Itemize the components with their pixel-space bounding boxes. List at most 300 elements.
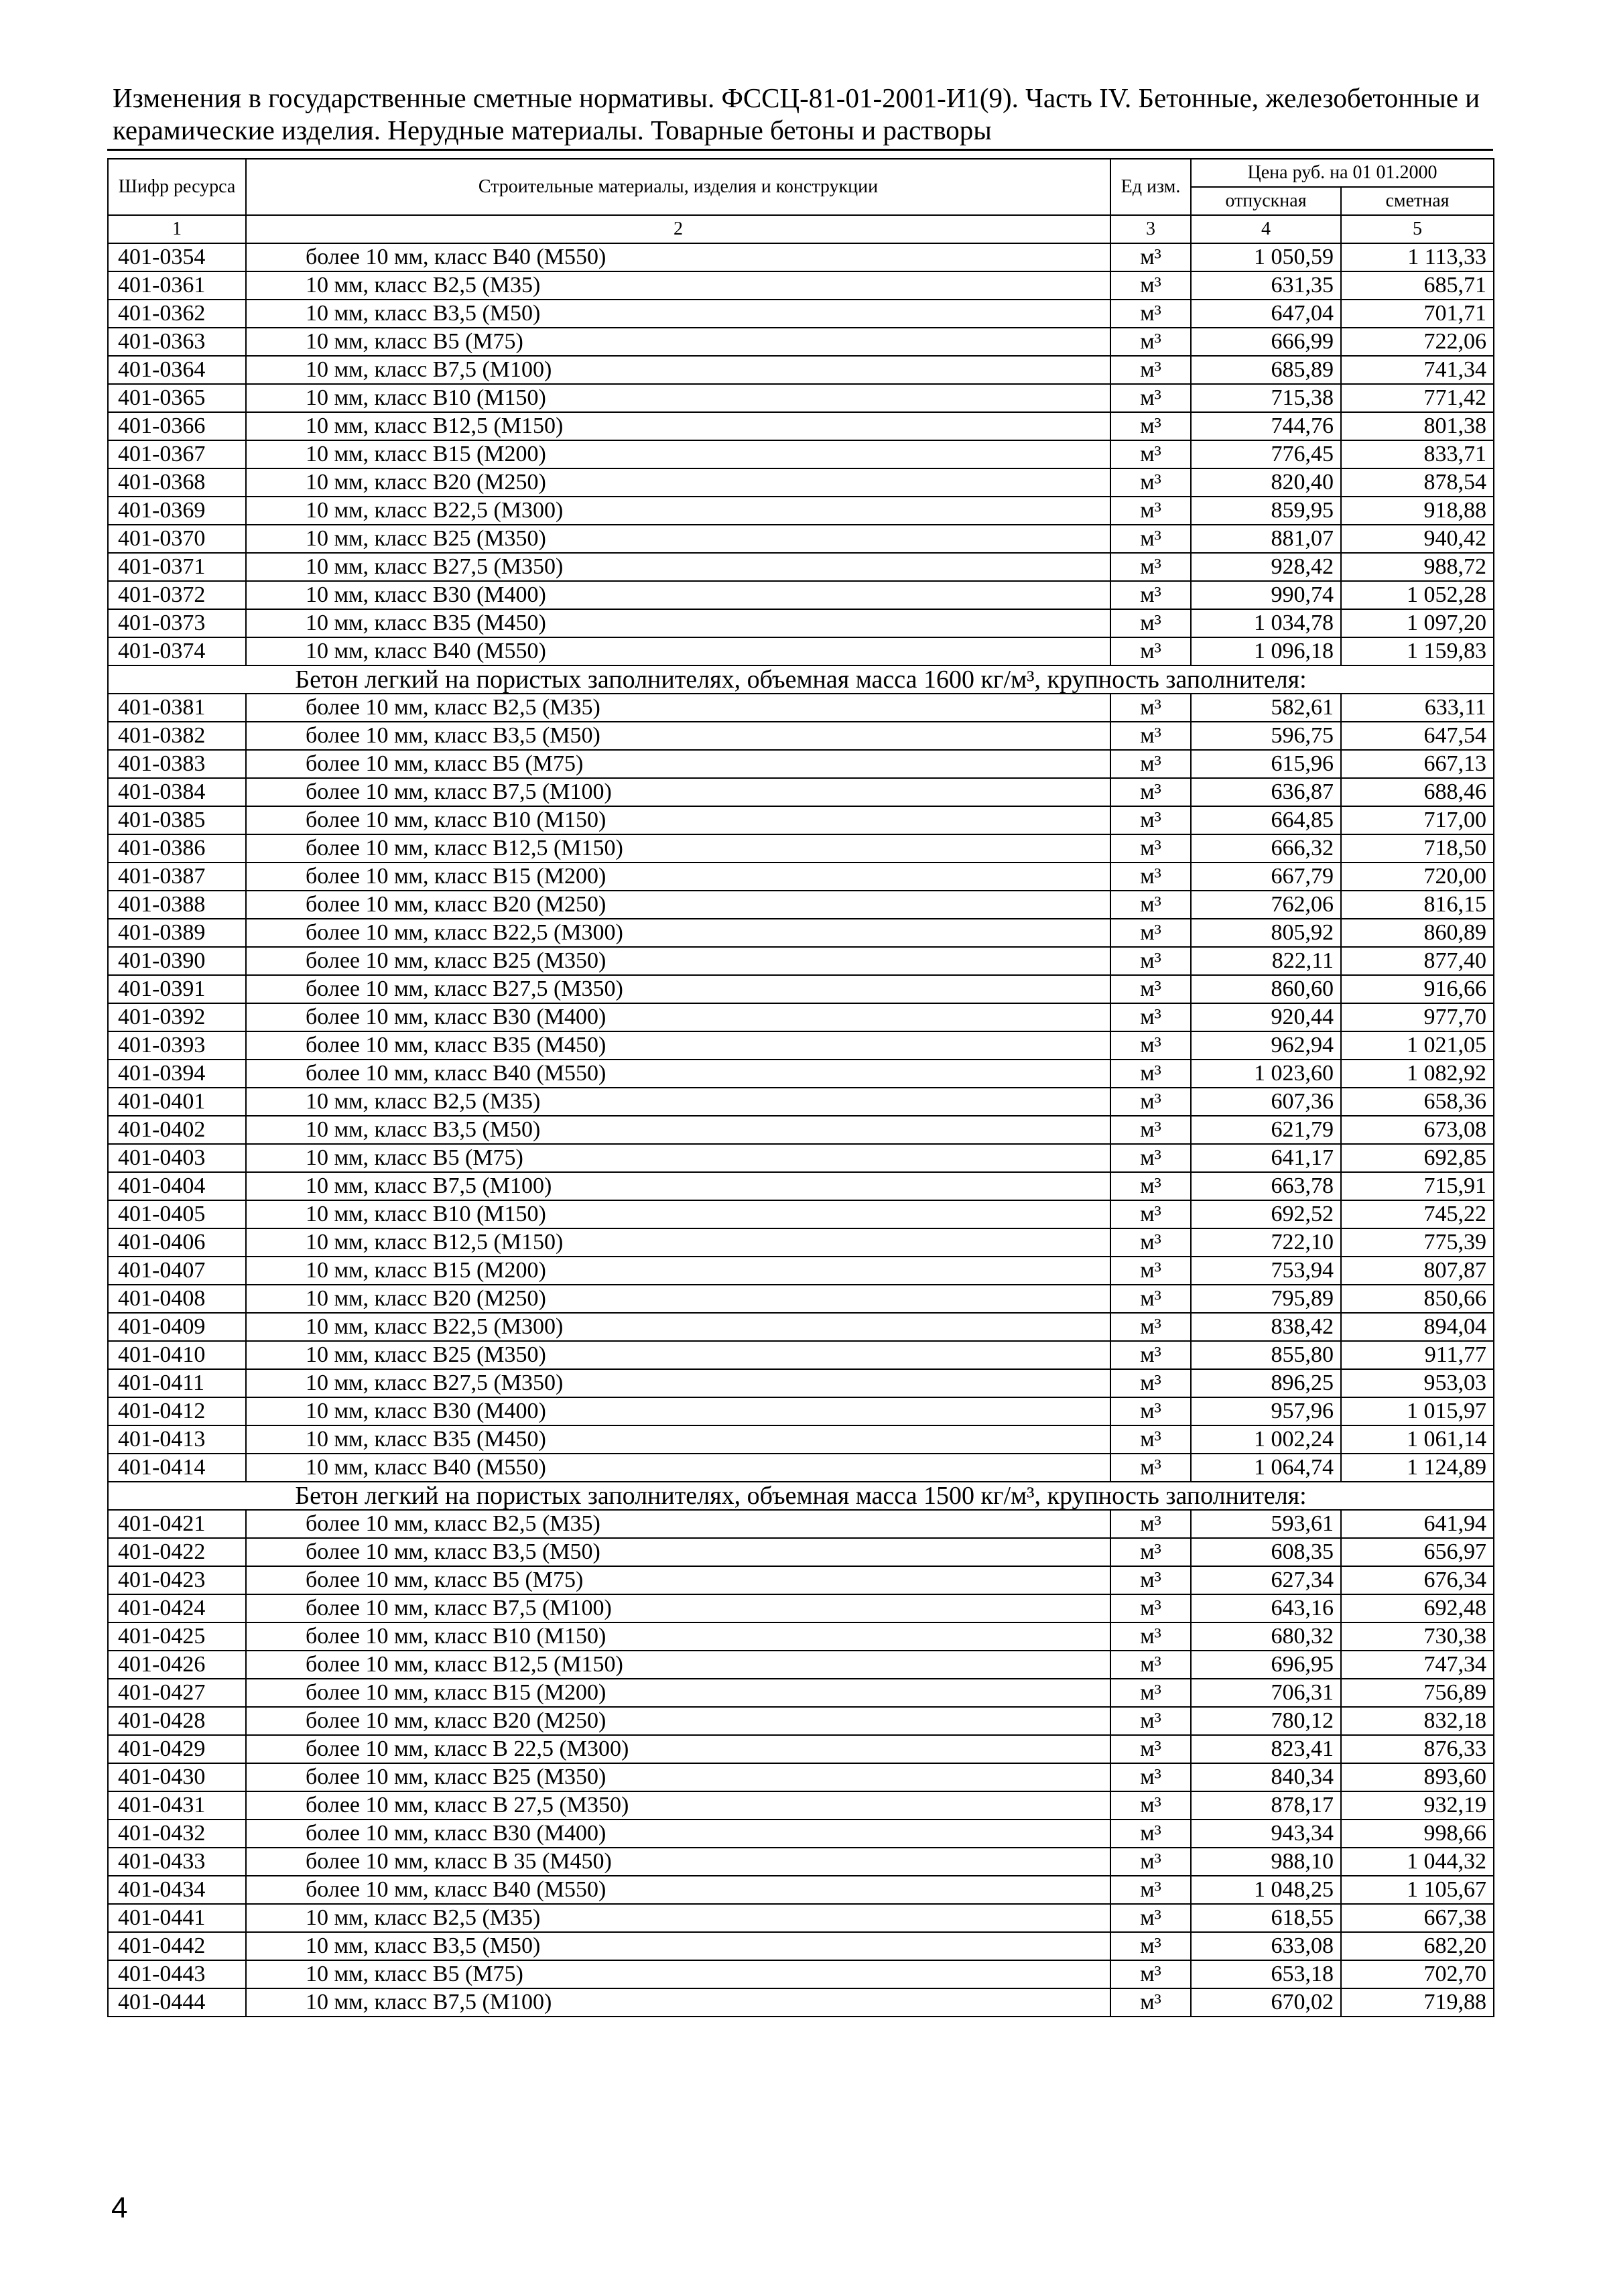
estimate-price-cell: 741,34	[1341, 356, 1494, 384]
material-name-cell: более 10 мм, класс В7,5 (М100)	[246, 1594, 1110, 1622]
release-price-cell: 653,18	[1191, 1960, 1341, 1988]
release-price-cell: 860,60	[1191, 975, 1341, 1003]
resource-code-cell: 401-0391	[108, 975, 246, 1003]
estimate-price-cell: 1 061,14	[1341, 1425, 1494, 1454]
estimate-price-cell: 730,38	[1341, 1622, 1494, 1651]
material-name-cell: более 10 мм, класс В 35 (М450)	[246, 1848, 1110, 1876]
table-row	[108, 1707, 1494, 1735]
estimate-price-cell: 1 015,97	[1341, 1397, 1494, 1425]
resource-code-cell: 401-0407	[108, 1257, 246, 1285]
page-number: 4	[111, 2191, 128, 2224]
table-row	[108, 1820, 1494, 1848]
unit-cell: м³	[1110, 1538, 1191, 1566]
unit-cell: м³	[1110, 468, 1191, 497]
estimate-price-cell: 658,36	[1341, 1088, 1494, 1116]
release-price-cell: 840,34	[1191, 1763, 1341, 1791]
release-price-cell: 1 050,59	[1191, 243, 1341, 271]
table-row	[108, 328, 1494, 356]
table-row	[108, 468, 1494, 497]
estimate-price-cell: 1 044,32	[1341, 1848, 1494, 1876]
estimate-price-cell: 1 021,05	[1341, 1031, 1494, 1060]
estimate-price-cell: 685,71	[1341, 271, 1494, 300]
table-row	[108, 1566, 1494, 1594]
estimate-price-cell: 647,54	[1341, 722, 1494, 750]
resource-code-cell: 401-0403	[108, 1144, 246, 1172]
release-price-cell: 621,79	[1191, 1116, 1341, 1144]
estimate-price-cell: 719,88	[1341, 1988, 1494, 2017]
table-row	[108, 1735, 1494, 1763]
estimate-price-cell: 656,97	[1341, 1538, 1494, 1566]
column-header-name: Строительные материалы, изделия и конструкции	[246, 159, 1110, 215]
resource-code-cell: 401-0394	[108, 1060, 246, 1088]
estimate-price-cell: 832,18	[1341, 1707, 1494, 1735]
release-price-cell: 1 064,74	[1191, 1454, 1341, 1482]
material-name-cell: более 10 мм, класс В 27,5 (М350)	[246, 1791, 1110, 1820]
material-name-cell: более 10 мм, класс В40 (М550)	[246, 1876, 1110, 1904]
release-price-cell: 1 023,60	[1191, 1060, 1341, 1088]
column-header-estimate-price: сметная	[1341, 187, 1494, 215]
resource-code-cell: 401-0424	[108, 1594, 246, 1622]
estimate-price-cell: 876,33	[1341, 1735, 1494, 1763]
resource-code-cell: 401-0406	[108, 1228, 246, 1257]
unit-cell: м³	[1110, 1397, 1191, 1425]
resource-code-cell: 401-0429	[108, 1735, 246, 1763]
estimate-price-cell: 673,08	[1341, 1116, 1494, 1144]
material-name-cell: 10 мм, класс В2,5 (М35)	[246, 1904, 1110, 1932]
release-price-cell: 990,74	[1191, 581, 1341, 609]
material-name-cell: более 10 мм, класс В30 (М400)	[246, 1003, 1110, 1031]
table-row	[108, 1060, 1494, 1088]
release-price-cell: 762,06	[1191, 891, 1341, 919]
resource-code-cell: 401-0369	[108, 497, 246, 525]
material-name-cell: 10 мм, класс В35 (М450)	[246, 1425, 1110, 1454]
unit-cell: м³	[1110, 1341, 1191, 1369]
resource-code-cell: 401-0433	[108, 1848, 246, 1876]
unit-cell: м³	[1110, 1228, 1191, 1257]
release-price-cell: 1 096,18	[1191, 637, 1341, 665]
unit-cell: м³	[1110, 1904, 1191, 1932]
table-row	[108, 722, 1494, 750]
material-name-cell: 10 мм, класс В20 (М250)	[246, 468, 1110, 497]
material-name-cell: более 10 мм, класс В5 (М75)	[246, 1566, 1110, 1594]
unit-cell: м³	[1110, 1285, 1191, 1313]
release-price-cell: 855,80	[1191, 1341, 1341, 1369]
material-name-cell: более 10 мм, класс В7,5 (М100)	[246, 778, 1110, 806]
resource-code-cell: 401-0422	[108, 1538, 246, 1566]
release-price-cell: 692,52	[1191, 1200, 1341, 1228]
table-row	[108, 1594, 1494, 1622]
resource-code-cell: 401-0382	[108, 722, 246, 750]
estimate-price-cell: 1 105,67	[1341, 1876, 1494, 1904]
resource-code-cell: 401-0366	[108, 412, 246, 440]
unit-cell: м³	[1110, 1820, 1191, 1848]
table-row	[108, 609, 1494, 637]
material-name-cell: 10 мм, класс В27,5 (М350)	[246, 553, 1110, 581]
table-row	[108, 1285, 1494, 1313]
unit-cell: м³	[1110, 750, 1191, 778]
estimate-price-cell: 715,91	[1341, 1172, 1494, 1200]
unit-cell: м³	[1110, 863, 1191, 891]
release-price-cell: 663,78	[1191, 1172, 1341, 1200]
release-price-cell: 795,89	[1191, 1285, 1341, 1313]
release-price-cell: 776,45	[1191, 440, 1341, 468]
release-price-cell: 962,94	[1191, 1031, 1341, 1060]
resource-code-cell: 401-0412	[108, 1397, 246, 1425]
unit-cell: м³	[1110, 1116, 1191, 1144]
material-name-cell: 10 мм, класс В40 (М550)	[246, 1454, 1110, 1482]
table-row	[108, 384, 1494, 412]
section-title: Бетон легкий на пористых заполнителях, объемная масса 1600 кг/м³, крупность заполнителя:	[108, 665, 1494, 694]
table-row	[108, 1791, 1494, 1820]
material-name-cell: 10 мм, класс В12,5 (М150)	[246, 412, 1110, 440]
estimate-price-cell: 1 052,28	[1341, 581, 1494, 609]
resource-code-cell: 401-0393	[108, 1031, 246, 1060]
resource-code-cell: 401-0431	[108, 1791, 246, 1820]
unit-cell: м³	[1110, 1876, 1191, 1904]
unit-cell: м³	[1110, 1566, 1191, 1594]
column-number: 2	[246, 215, 1110, 243]
unit-cell: м³	[1110, 1313, 1191, 1341]
release-price-cell: 607,36	[1191, 1088, 1341, 1116]
resource-code-cell: 401-0443	[108, 1960, 246, 1988]
release-price-cell: 636,87	[1191, 778, 1341, 806]
estimate-price-cell: 833,71	[1341, 440, 1494, 468]
estimate-price-cell: 940,42	[1341, 525, 1494, 553]
table-row	[108, 525, 1494, 553]
material-name-cell: более 10 мм, класс В3,5 (М50)	[246, 722, 1110, 750]
release-price-cell: 643,16	[1191, 1594, 1341, 1622]
material-name-cell: 10 мм, класс В3,5 (М50)	[246, 300, 1110, 328]
estimate-price-cell: 682,20	[1341, 1932, 1494, 1960]
price-table	[107, 158, 1494, 2017]
table-row	[108, 919, 1494, 947]
release-price-cell: 753,94	[1191, 1257, 1341, 1285]
unit-cell: м³	[1110, 271, 1191, 300]
estimate-price-cell: 816,15	[1341, 891, 1494, 919]
release-price-cell: 596,75	[1191, 722, 1341, 750]
release-price-cell: 722,10	[1191, 1228, 1341, 1257]
unit-cell: м³	[1110, 553, 1191, 581]
table-row	[108, 1763, 1494, 1791]
unit-cell: м³	[1110, 243, 1191, 271]
estimate-price-cell: 722,06	[1341, 328, 1494, 356]
unit-cell: м³	[1110, 1031, 1191, 1060]
resource-code-cell: 401-0373	[108, 609, 246, 637]
estimate-price-cell: 667,13	[1341, 750, 1494, 778]
material-name-cell: 10 мм, класс В25 (М350)	[246, 1341, 1110, 1369]
material-name-cell: более 10 мм, класс В27,5 (М350)	[246, 975, 1110, 1003]
resource-code-cell: 401-0368	[108, 468, 246, 497]
table-row	[108, 1003, 1494, 1031]
resource-code-cell: 401-0413	[108, 1425, 246, 1454]
resource-code-cell: 401-0381	[108, 694, 246, 722]
release-price-cell: 680,32	[1191, 1622, 1341, 1651]
material-name-cell: 10 мм, класс В22,5 (М300)	[246, 497, 1110, 525]
material-name-cell: более 10 мм, класс В22,5 (М300)	[246, 919, 1110, 947]
resource-code-cell: 401-0365	[108, 384, 246, 412]
estimate-price-cell: 877,40	[1341, 947, 1494, 975]
table-row	[108, 1960, 1494, 1988]
material-name-cell: 10 мм, класс В25 (М350)	[246, 525, 1110, 553]
resource-code-cell: 401-0441	[108, 1904, 246, 1932]
release-price-cell: 1 034,78	[1191, 609, 1341, 637]
release-price-cell: 696,95	[1191, 1651, 1341, 1679]
unit-cell: м³	[1110, 1003, 1191, 1031]
estimate-price-cell: 720,00	[1341, 863, 1494, 891]
table-row	[108, 1088, 1494, 1116]
resource-code-cell: 401-0361	[108, 271, 246, 300]
section-row	[108, 1482, 1494, 1510]
material-name-cell: более 10 мм, класс В10 (М150)	[246, 806, 1110, 834]
release-price-cell: 780,12	[1191, 1707, 1341, 1735]
table-row	[108, 1031, 1494, 1060]
estimate-price-cell: 850,66	[1341, 1285, 1494, 1313]
unit-cell: м³	[1110, 975, 1191, 1003]
resource-code-cell: 401-0405	[108, 1200, 246, 1228]
resource-code-cell: 401-0425	[108, 1622, 246, 1651]
unit-cell: м³	[1110, 637, 1191, 665]
material-name-cell: 10 мм, класс В5 (М75)	[246, 1960, 1110, 1988]
table-row	[108, 1848, 1494, 1876]
estimate-price-cell: 775,39	[1341, 1228, 1494, 1257]
estimate-price-cell: 676,34	[1341, 1566, 1494, 1594]
estimate-price-cell: 918,88	[1341, 497, 1494, 525]
unit-cell: м³	[1110, 919, 1191, 947]
material-name-cell: 10 мм, класс В7,5 (М100)	[246, 1172, 1110, 1200]
estimate-price-cell: 641,94	[1341, 1510, 1494, 1538]
resource-code-cell: 401-0354	[108, 243, 246, 271]
estimate-price-cell: 688,46	[1341, 778, 1494, 806]
release-price-cell: 666,99	[1191, 328, 1341, 356]
resource-code-cell: 401-0411	[108, 1369, 246, 1397]
estimate-price-cell: 718,50	[1341, 834, 1494, 863]
estimate-price-cell: 932,19	[1341, 1791, 1494, 1820]
material-name-cell: более 10 мм, класс В25 (М350)	[246, 1763, 1110, 1791]
unit-cell: м³	[1110, 497, 1191, 525]
release-price-cell: 744,76	[1191, 412, 1341, 440]
unit-cell: м³	[1110, 1144, 1191, 1172]
material-name-cell: более 10 мм, класс В20 (М250)	[246, 1707, 1110, 1735]
table-row	[108, 581, 1494, 609]
material-name-cell: 10 мм, класс В20 (М250)	[246, 1285, 1110, 1313]
release-price-cell: 715,38	[1191, 384, 1341, 412]
table-row	[108, 300, 1494, 328]
unit-cell: м³	[1110, 328, 1191, 356]
table-row	[108, 271, 1494, 300]
resource-code-cell: 401-0430	[108, 1763, 246, 1791]
material-name-cell: 10 мм, класс В30 (М400)	[246, 581, 1110, 609]
estimate-price-cell: 756,89	[1341, 1679, 1494, 1707]
column-header-unit: Ед изм.	[1110, 159, 1191, 215]
material-name-cell: 10 мм, класс В7,5 (М100)	[246, 356, 1110, 384]
estimate-price-cell: 807,87	[1341, 1257, 1494, 1285]
unit-cell: м³	[1110, 609, 1191, 637]
column-header-release-price: отпускная	[1191, 187, 1341, 215]
column-number: 5	[1341, 215, 1494, 243]
release-price-cell: 943,34	[1191, 1820, 1341, 1848]
unit-cell: м³	[1110, 694, 1191, 722]
release-price-cell: 988,10	[1191, 1848, 1341, 1876]
unit-cell: м³	[1110, 1369, 1191, 1397]
unit-cell: м³	[1110, 1735, 1191, 1763]
estimate-price-cell: 1 113,33	[1341, 243, 1494, 271]
table-row	[108, 440, 1494, 468]
table-row	[108, 637, 1494, 665]
estimate-price-cell: 977,70	[1341, 1003, 1494, 1031]
resource-code-cell: 401-0421	[108, 1510, 246, 1538]
resource-code-cell: 401-0386	[108, 834, 246, 863]
unit-cell: м³	[1110, 1594, 1191, 1622]
unit-cell: м³	[1110, 300, 1191, 328]
estimate-price-cell: 701,71	[1341, 300, 1494, 328]
material-name-cell: более 10 мм, класс В2,5 (М35)	[246, 1510, 1110, 1538]
release-price-cell: 615,96	[1191, 750, 1341, 778]
material-name-cell: 10 мм, класс В10 (М150)	[246, 1200, 1110, 1228]
section-row	[108, 665, 1494, 694]
release-price-cell: 641,17	[1191, 1144, 1341, 1172]
resource-code-cell: 401-0414	[108, 1454, 246, 1482]
resource-code-cell: 401-0408	[108, 1285, 246, 1313]
resource-code-cell: 401-0434	[108, 1876, 246, 1904]
release-price-cell: 859,95	[1191, 497, 1341, 525]
table-row	[108, 750, 1494, 778]
material-name-cell: более 10 мм, класс В12,5 (М150)	[246, 1651, 1110, 1679]
estimate-price-cell: 667,38	[1341, 1904, 1494, 1932]
resource-code-cell: 401-0432	[108, 1820, 246, 1848]
material-name-cell: более 10 мм, класс В15 (М200)	[246, 863, 1110, 891]
material-name-cell: 10 мм, класс В3,5 (М50)	[246, 1116, 1110, 1144]
material-name-cell: более 10 мм, класс В12,5 (М150)	[246, 834, 1110, 863]
estimate-price-cell: 893,60	[1341, 1763, 1494, 1791]
release-price-cell: 896,25	[1191, 1369, 1341, 1397]
unit-cell: м³	[1110, 1791, 1191, 1820]
estimate-price-cell: 717,00	[1341, 806, 1494, 834]
release-price-cell: 664,85	[1191, 806, 1341, 834]
resource-code-cell: 401-0387	[108, 863, 246, 891]
material-name-cell: более 10 мм, класс В 22,5 (М300)	[246, 1735, 1110, 1763]
unit-cell: м³	[1110, 1172, 1191, 1200]
release-price-cell: 823,41	[1191, 1735, 1341, 1763]
price-table-body	[108, 243, 1494, 2017]
estimate-price-cell: 1 159,83	[1341, 637, 1494, 665]
column-number: 1	[108, 215, 246, 243]
release-price-cell: 666,32	[1191, 834, 1341, 863]
release-price-cell: 1 048,25	[1191, 1876, 1341, 1904]
material-name-cell: 10 мм, класс В15 (М200)	[246, 440, 1110, 468]
resource-code-cell: 401-0442	[108, 1932, 246, 1960]
material-name-cell: 10 мм, класс В40 (М550)	[246, 637, 1110, 665]
table-row	[108, 834, 1494, 863]
unit-cell: м³	[1110, 722, 1191, 750]
estimate-price-cell: 702,70	[1341, 1960, 1494, 1988]
estimate-price-cell: 916,66	[1341, 975, 1494, 1003]
release-price-cell: 820,40	[1191, 468, 1341, 497]
resource-code-cell: 401-0404	[108, 1172, 246, 1200]
resource-code-cell: 401-0371	[108, 553, 246, 581]
table-row	[108, 356, 1494, 384]
estimate-price-cell: 878,54	[1341, 468, 1494, 497]
table-row	[108, 947, 1494, 975]
unit-cell: м³	[1110, 1679, 1191, 1707]
release-price-cell: 928,42	[1191, 553, 1341, 581]
table-row	[108, 497, 1494, 525]
table-row	[108, 694, 1494, 722]
unit-cell: м³	[1110, 1088, 1191, 1116]
resource-code-cell: 401-0401	[108, 1088, 246, 1116]
material-name-cell: более 10 мм, класс В3,5 (М50)	[246, 1538, 1110, 1566]
release-price-cell: 582,61	[1191, 694, 1341, 722]
release-price-cell: 920,44	[1191, 1003, 1341, 1031]
table-row	[108, 1510, 1494, 1538]
material-name-cell: более 10 мм, класс В5 (М75)	[246, 750, 1110, 778]
table-row	[108, 975, 1494, 1003]
unit-cell: м³	[1110, 1060, 1191, 1088]
resource-code-cell: 401-0385	[108, 806, 246, 834]
table-row	[108, 1904, 1494, 1932]
release-price-cell: 631,35	[1191, 271, 1341, 300]
resource-code-cell: 401-0374	[108, 637, 246, 665]
release-price-cell: 647,04	[1191, 300, 1341, 328]
table-row	[108, 1454, 1494, 1482]
material-name-cell: 10 мм, класс В12,5 (М150)	[246, 1228, 1110, 1257]
release-price-cell: 633,08	[1191, 1932, 1341, 1960]
unit-cell: м³	[1110, 384, 1191, 412]
unit-cell: м³	[1110, 1622, 1191, 1651]
unit-cell: м³	[1110, 525, 1191, 553]
estimate-price-cell: 1 082,92	[1341, 1060, 1494, 1088]
resource-code-cell: 401-0383	[108, 750, 246, 778]
release-price-cell: 608,35	[1191, 1538, 1341, 1566]
material-name-cell: 10 мм, класс В3,5 (М50)	[246, 1932, 1110, 1960]
resource-code-cell: 401-0367	[108, 440, 246, 468]
material-name-cell: более 10 мм, класс В25 (М350)	[246, 947, 1110, 975]
estimate-price-cell: 894,04	[1341, 1313, 1494, 1341]
material-name-cell: более 10 мм, класс В40 (М550)	[246, 1060, 1110, 1088]
unit-cell: м³	[1110, 1651, 1191, 1679]
table-row	[108, 1257, 1494, 1285]
column-number: 4	[1191, 215, 1341, 243]
estimate-price-cell: 633,11	[1341, 694, 1494, 722]
material-name-cell: более 10 мм, класс В40 (М550)	[246, 243, 1110, 271]
unit-cell: м³	[1110, 778, 1191, 806]
release-price-cell: 593,61	[1191, 1510, 1341, 1538]
table-row	[108, 1172, 1494, 1200]
table-row	[108, 1988, 1494, 2017]
material-name-cell: 10 мм, класс В27,5 (М350)	[246, 1369, 1110, 1397]
resource-code-cell: 401-0362	[108, 300, 246, 328]
table-row	[108, 412, 1494, 440]
unit-cell: м³	[1110, 1510, 1191, 1538]
release-price-cell: 685,89	[1191, 356, 1341, 384]
unit-cell: м³	[1110, 891, 1191, 919]
unit-cell: м³	[1110, 1454, 1191, 1482]
material-name-cell: 10 мм, класс В22,5 (М300)	[246, 1313, 1110, 1341]
estimate-price-cell: 1 124,89	[1341, 1454, 1494, 1482]
unit-cell: м³	[1110, 1988, 1191, 2017]
unit-cell: м³	[1110, 581, 1191, 609]
release-price-cell: 957,96	[1191, 1397, 1341, 1425]
resource-code-cell: 401-0384	[108, 778, 246, 806]
resource-code-cell: 401-0392	[108, 1003, 246, 1031]
unit-cell: м³	[1110, 440, 1191, 468]
unit-cell: м³	[1110, 1763, 1191, 1791]
table-row	[108, 1341, 1494, 1369]
table-row	[108, 1679, 1494, 1707]
release-price-cell: 667,79	[1191, 863, 1341, 891]
release-price-cell: 822,11	[1191, 947, 1341, 975]
release-price-cell: 1 002,24	[1191, 1425, 1341, 1454]
material-name-cell: 10 мм, класс В7,5 (М100)	[246, 1988, 1110, 2017]
